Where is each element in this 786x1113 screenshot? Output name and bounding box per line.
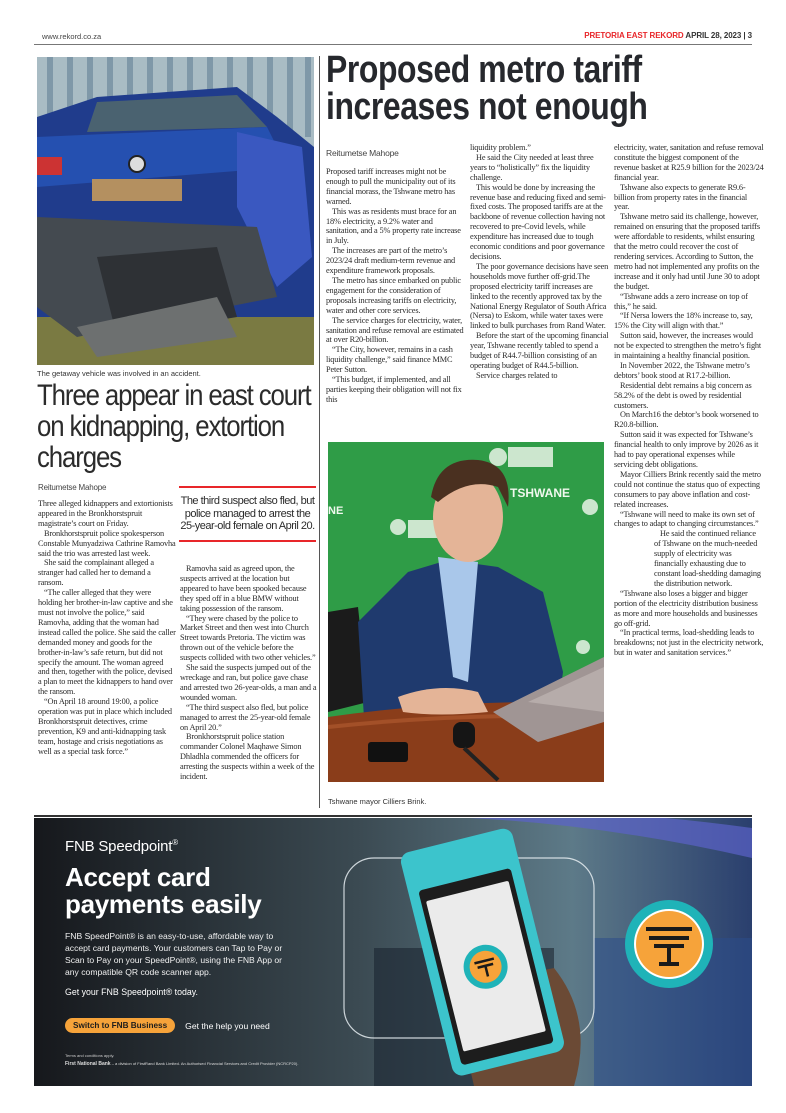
ad-body: FNB SpeedPoint® is an easy-to-use, affordable way to accept card payments. Your customers can Tap to Pay or Scan to Pay on your SpeedPoint®, using the FNB App or any compatible QR code scanner app. [65, 931, 283, 977]
ad-terms: Terms and conditions apply. [65, 1053, 115, 1058]
paragraph: Tshwane also expects to generate R9.6-billion from property rates in the financial year. [614, 182, 748, 212]
paragraph: The increases are part of the metro’s 2023/24 draft medium-term revenue and expenditure framework proposals. [326, 246, 455, 276]
tariff-byline: Reitumetse Mahope [326, 148, 399, 158]
pull-quote-bottom-rule [179, 540, 316, 542]
svg-text:NE: NE [328, 505, 344, 517]
ad-headline-line-1: Accept card [65, 862, 211, 892]
paragraph: Bronkhorstspruit police station commander Colonel Maqhawe Simon Dhladhla commended the officers for arresting the suspects within a week of the incident. [180, 732, 315, 782]
paragraph: Mayor Cilliers Brink recently said the metro could not continue the status quo of expecting consumers to pay above inflation and cost-related increases. [614, 469, 761, 509]
tariff-column-3 [614, 143, 764, 658]
paragraph: He said the continued reliance of Tshwane on the much-needed supply of electricity was financially exhausting due to constant load-shedding damaging the distribution network. [654, 529, 761, 588]
ad-copy [65, 838, 365, 1067]
paragraph: On March16 the debtor’s book worsened to R20.8-billion. [614, 410, 759, 430]
mayor-photo [328, 442, 604, 782]
paragraph: “If Nersa lowers the 18% increase to, say, 15% the City will align with that.” [614, 311, 753, 331]
ad-legal [65, 1061, 365, 1067]
ad-brand [65, 838, 365, 855]
ad-cta-line: Get your FNB Speedpoint® today. [65, 987, 198, 997]
fnb-speedpoint-ad[interactable] [34, 818, 752, 1086]
paragraph: She said the suspects jumped out of the wreckage and ran, but police gave chase and arrested two 26-year-olds, a man and a wounded woman. [180, 663, 317, 702]
paragraph: electricity, water, sanitation and refuse removal constitute the biggest component of the revenue basket at R25.9 billion for the 2023/24 financial year. [614, 143, 764, 182]
ad-top-rule [34, 815, 752, 817]
mayor-at-laptop-image [328, 442, 604, 782]
page-number: 3 [747, 31, 752, 40]
get-help-link[interactable]: Get the help you need [185, 1020, 270, 1031]
paragraph: Bronkhorstspruit police spokesperson Constable Munyadziwa Cathrine Ramovha said the trio was arrested last week. [38, 528, 176, 558]
mayor-photo-caption: Tshwane mayor Cilliers Brink. [328, 797, 427, 806]
separator: | [743, 31, 746, 40]
paragraph: Service charges related to [476, 370, 558, 380]
ad-headline [65, 864, 365, 918]
switch-to-fnb-business-button[interactable]: Switch to FNB Business [65, 1018, 175, 1033]
paragraph: The service charges for electricity, water, sanitation and refuse removal are estimated at over R20-billion. [326, 315, 464, 345]
kidnapping-column-2 [180, 564, 318, 782]
paragraph: Sutton said, however, the increases would not be expected to strengthen the metro’s fight in maintaining a healthy financial position. [614, 331, 762, 361]
getaway-vehicle-photo [37, 57, 314, 365]
paragraph: He said the City needed at least three years to “holistically” fix the liquidity challenge. [470, 152, 594, 182]
edition-info [584, 31, 752, 40]
paragraph: “Tshwane adds a zero increase on top of this,” he said. [614, 291, 748, 311]
paragraph: liquidity problem.” [470, 143, 531, 152]
ad-brand-name: FNB Speedpoint [65, 838, 173, 855]
paragraph: Residential debt remains a big concern as 58.2% of the debt is owed by residential customers. [614, 380, 752, 410]
paragraph: Proposed tariff increases might not be enough to pull the municipality out of its financial morass, the Tshwane metro has warned. [326, 167, 456, 206]
masthead [34, 0, 752, 44]
paragraph: “Tshwane will need to make its own set of changes to adapt to changing circumstances.” [614, 509, 759, 529]
legal-brand: First National Bank [65, 1061, 111, 1067]
car-photo-caption: The getaway vehicle was involved in an accident. [37, 369, 201, 378]
registered-mark: ® [172, 838, 178, 847]
ad-headline-line-2: payments easily [65, 889, 262, 919]
tariff-headline: Proposed metro tariff increases not enough [326, 49, 648, 128]
paragraph: In November 2022, the Tshwane metro’s debtors’ book stood at R17.2-billion. [614, 360, 750, 380]
masthead-rule [34, 44, 752, 45]
paragraph: “On April 18 around 19:00, a police operation was put in place which included Bronkhorstspruit detectives, crime prevention, K9 and anti-kidnapping task team, hostage and crisis negotiations as well as a special task force.” [38, 697, 172, 756]
paragraph: “The third suspect also fled, but police managed to arrest the 25-year-old female on April 20.” [180, 702, 311, 732]
paragraph: Sutton said it was expected for Tshwane’s financial health to only improve by 2026 as it had to pay operational expenses while servicing debt obligations. [614, 430, 759, 469]
ad-actions [65, 1018, 365, 1033]
paragraph: The metro has since embarked on public engagement for the consideration of proposals increasing tariffs on electricity, water and other core services. [326, 275, 461, 315]
paragraph: This would be done by increasing the revenue base and reducing fixed and semi-fixed costs. The proposed tariffs are at the backbone of revenue collection having not recovered to pre-Covid levels, while expenditure has increased due to tough economic conditions and poor governance decisions. [470, 182, 606, 261]
crashed-car-image [37, 57, 314, 365]
issue-date: APRIL 28, 2023 [685, 31, 742, 40]
paragraph: She said the complainant alleged a stranger had called her to demand a ransom. [38, 558, 154, 588]
paragraph: Three alleged kidnappers and extortionists appeared in the Bronkhorstspruit magistrate’s court on Friday. [38, 499, 173, 528]
kidnapping-headline: Three appear in east court on kidnapping, extortion charges [37, 379, 311, 474]
paragraph: “This budget, if implemented, and all parties keeping their obligation will not fix this [326, 375, 462, 404]
paragraph: “The City, however, remains in a cash liquidity challenge,” said finance MMC Peter Sutton. [326, 345, 453, 375]
pull-quote [179, 486, 316, 542]
backdrop-text: TSHWANE [510, 486, 570, 500]
kidnapping-byline: Reitumetse Mahope [38, 483, 107, 492]
paragraph: The poor governance decisions have seen households move further off-grid.The proposed electricity tariff increases are linked to the recently approved tax by the National Energy Regulator of South Africa (Nersa) to Eskom, while water taxes were linked to bulk purchases from Rand Water. [470, 261, 609, 331]
tariff-column-1 [326, 167, 466, 405]
tariff-column-2 [470, 143, 610, 381]
paragraph: Ramovha said as agreed upon, the suspects arrived at the location but appeared to have been spooked because they sped off in a blue BMW without taking possession of the ransom. [180, 564, 307, 613]
site-url[interactable]: www.rekord.co.za [42, 32, 102, 41]
pull-quote-text: The third suspect also fled, but police managed to arrest the 25-year-old female on April 20. [180, 495, 315, 532]
paper-name: PRETORIA EAST REKORD [584, 31, 684, 40]
paragraph: This was as residents must brace for an 18% electricity, a 9.2% water and sanitation, and a 5% property rate increase in July. [326, 206, 461, 246]
kidnapping-column-1 [38, 499, 176, 757]
paragraph: “In practical terms, load-shedding leads to breakdowns; not just in the electricity network, but in water and sanitation services.” [614, 628, 764, 658]
paragraph: “Tshwane also loses a bigger and bigger portion of the electricity distribution business as more and more households and businesses go off-grid. [614, 588, 758, 628]
paragraph: Before the start of the upcoming financial year, Tshwane recently tabled to spend a budget of R44.7-billion consisting of an operating budget of R44.5-billion. [470, 331, 609, 370]
paragraph: Tshwane metro said its challenge, however, remained on ensuring that the proposed tariffs were affordable to residents, whilst ensuring that the metro could recover the cost of rendering services. According to Sutton, the metro had not implemented any profits on the increase and it only had until June 30 to adopt the budget. [614, 212, 760, 291]
paragraph: “They were chased by the police to Market Street and then west into Church Street towards Pretoria. The victim was thrown out of the vehicle before the suspects collided with two other vehicles.” [180, 613, 316, 663]
legal-text: – a division of FirstRand Bank Limited. An Authorised Financial Services and Credit Provider (NCRCP20). [111, 1061, 299, 1066]
paragraph: “The caller alleged that they were holding her brother-in-law captive and she must not involve the police,” said Ramovha, adding that the woman had instead called the police. She said the caller demanded money and goods for the brother-in-law’s safe return, but did not specify the amount. The woman agreed and then, together with the police, devised a plan to meet the kidnappers to hand over the ransom. [38, 588, 176, 697]
